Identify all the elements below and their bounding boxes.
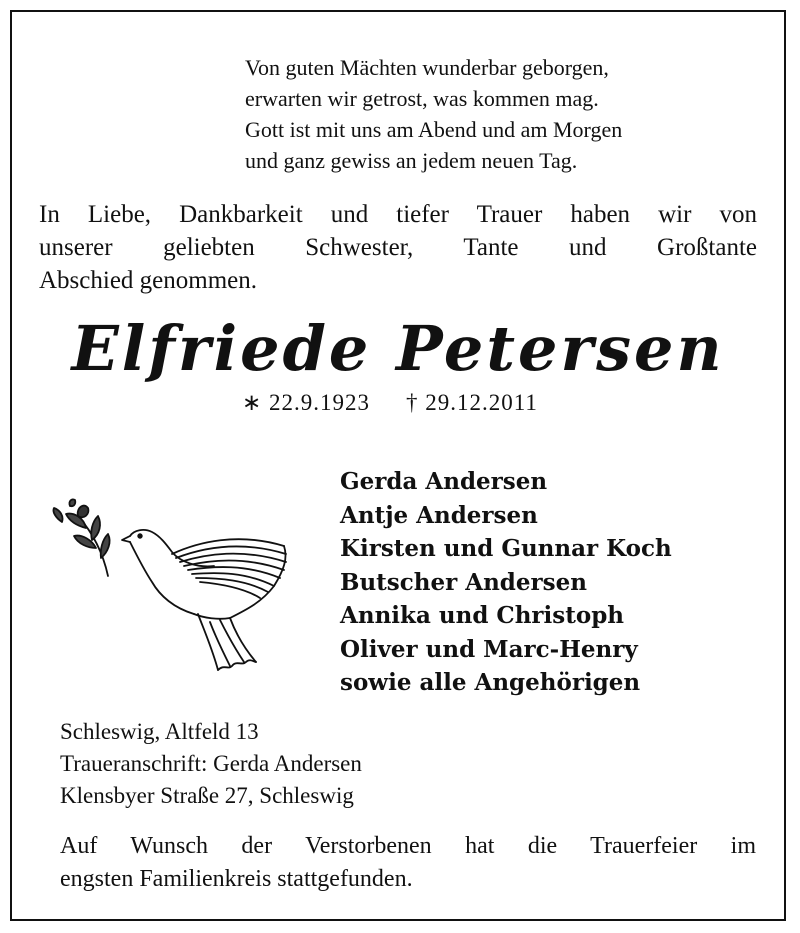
- mourner-name: Butscher Andersen: [340, 568, 587, 596]
- intro-line: In Liebe, Dankbarkeit und tiefer Trauer haben wir von: [39, 201, 757, 228]
- obituary-frame: [10, 10, 786, 921]
- mourner-name: Kirsten und Gunnar Koch: [340, 535, 672, 562]
- mourner-name: sowie alle Angehörigen: [340, 669, 641, 696]
- mourner-name: Antje Andersen: [340, 501, 538, 529]
- intro-line: Abschied genommen.: [39, 267, 258, 294]
- address-line: Schleswig, Altfeld 13: [60, 719, 259, 744]
- mourner-name: Oliver und Marc-Henry: [340, 635, 638, 663]
- birth-date: ∗ 22.9.1923: [242, 390, 371, 415]
- address-line: Klensbyer Straße 27, Schleswig: [60, 783, 354, 808]
- poem-line: Von guten Mächten wunderbar geborgen,: [245, 55, 609, 80]
- address-line: Traueranschrift: Gerda Andersen: [60, 751, 362, 776]
- deceased-name: Elfriede Petersen: [71, 312, 725, 385]
- poem-line: Gott ist mit uns am Abend und am Morgen: [245, 117, 623, 142]
- poem-line: erwarten wir getrost, was kommen mag.: [245, 86, 599, 111]
- death-date: † 29.12.2011: [406, 390, 538, 415]
- intro-text: [39, 198, 757, 297]
- closing-line: engsten Familienkreis stattgefunden.: [60, 866, 413, 892]
- mourner-name: Annika und Christoph: [340, 602, 625, 629]
- closing-text: [60, 830, 756, 896]
- intro-line: unserer geliebten Schwester, Tante und Großtante: [39, 234, 757, 261]
- mourner-name: Gerda Andersen: [340, 468, 548, 495]
- dove-icon: [48, 498, 302, 678]
- closing-line: Auf Wunsch der Verstorbenen hat die Trauerfeier im: [60, 833, 756, 859]
- mourners-list: [340, 465, 672, 700]
- life-dates: [242, 390, 538, 416]
- address-block: [60, 716, 362, 812]
- poem-line: und ganz gewiss an jedem neuen Tag.: [245, 148, 578, 173]
- poem-verse: [245, 52, 622, 176]
